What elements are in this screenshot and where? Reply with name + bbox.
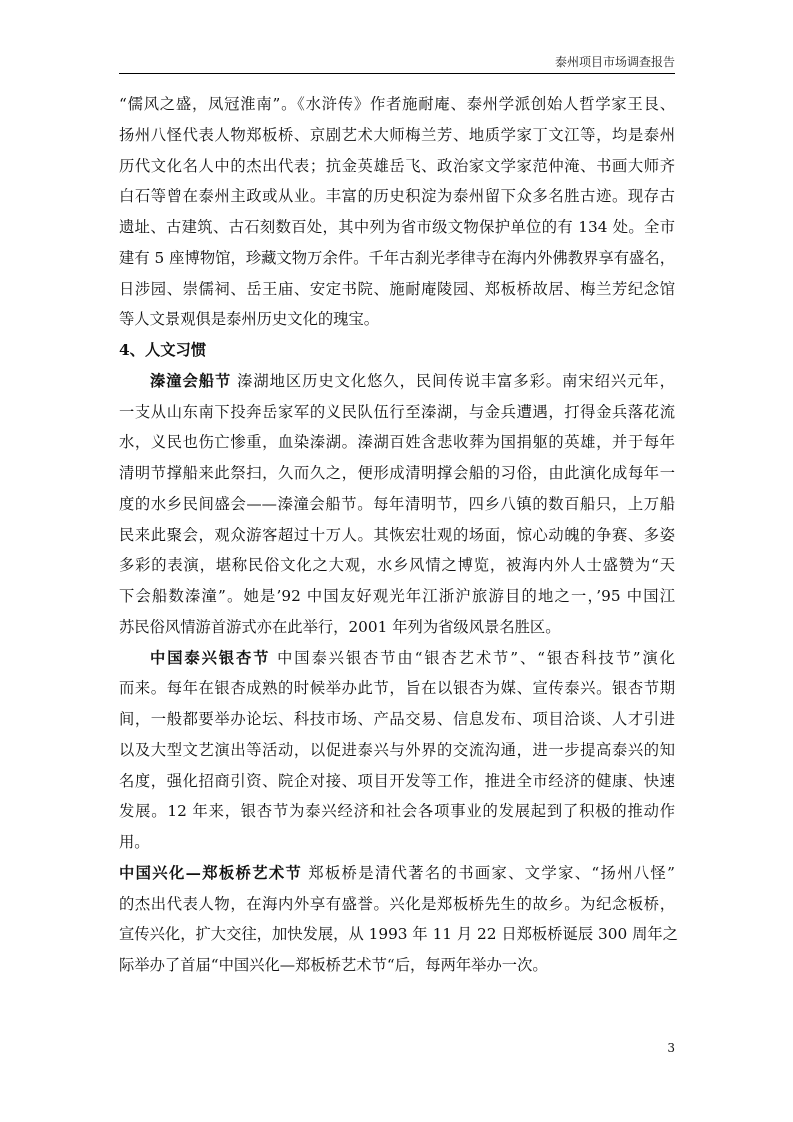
- text-line: 发展。12 年来，银杏节为泰兴经济和社会各项事业的发展起到了积极的推动作: [119, 802, 675, 821]
- text-line: 水，义民也伤亡惨重，血染溱湖。溱湖百姓含悲收葬为国捐躯的英雄，并于每年: [119, 433, 675, 452]
- text-line: 扬州八怪代表人物郑板桥、京剧艺术大师梅兰芳、地质学家丁文江等，均是泰州: [119, 125, 675, 144]
- text-line: “儒风之盛，凤冠淮南”。《水浒传》作者施耐庵、泰州学派创始人哲学家王艮、: [119, 95, 675, 113]
- text-line: 多彩的表演，堪称民俗文化之大观，水乡风情之博览，被海内外人士盛赞为“天: [119, 556, 675, 575]
- festival-title: 中国兴化—郑板桥艺术节: [119, 863, 303, 882]
- text-line: 的杰出代表人物，在海内外享有盛誉。兴化是郑板桥先生的故乡。为纪念板桥，: [119, 894, 675, 913]
- festival-title: 中国泰兴银杏节: [150, 648, 271, 667]
- section-heading: [119, 335, 675, 366]
- text-line: 日涉园、崇儒祠、岳王庙、安定书院、施耐庵陵园、郑板桥故居、梅兰芳纪念馆: [119, 279, 675, 298]
- header-rule: [119, 73, 675, 74]
- text-span: 郑板桥是清代著名的书画家、文学家、“扬州八怪”: [308, 863, 675, 882]
- text-line: 苏民俗风情游首游式亦在此举行，2001 年列为省级风景名胜区。: [119, 617, 561, 636]
- paragraph-zheng-banqiao-festival: [119, 858, 678, 981]
- festival-title: 溱潼会船节: [150, 371, 232, 390]
- text-line: 用。: [119, 833, 150, 851]
- paragraph-ginkgo-festival: [119, 643, 675, 858]
- text-line: 民来此聚会，观众游客超过十万人。其恢宏壮观的场面，惊心动魄的争赛、多姿: [119, 525, 675, 544]
- text-line: [119, 643, 675, 674]
- page-number: 3: [667, 1041, 675, 1055]
- text-line: 清明节撑船来此祭扫，久而久之，便形成清明撑会船的习俗，由此演化成每年一: [119, 464, 675, 482]
- paragraph-history: [119, 89, 675, 335]
- text-line: 建有 5 座博物馆，珍藏文物万余件。千年古刹光孝律寺在海内外佛教界享有盛名，: [119, 248, 675, 267]
- text-line: 度的水乡民间盛会——溱潼会船节。每年清明节，四乡八镇的数百船只，上万船: [119, 494, 675, 513]
- text-line: 间，一般都要举办论坛、科技市场、产品交易、信息发布、项目洽谈、人才引进: [119, 710, 675, 728]
- text-line: 名度，强化招商引资、院企对接、项目开发等工作，推进全市经济的健康、快速: [119, 771, 675, 790]
- running-header: 泰州项目市场调查报告: [554, 55, 675, 69]
- section-heading-text: 4、人文习惯: [119, 341, 207, 359]
- text-line: [119, 858, 675, 889]
- text-line: 白石等曾在泰州主政或从业。丰富的历史积淀为泰州留下众多名胜古迹。现存古: [119, 187, 675, 206]
- text-line: 历代文化名人中的杰出代表；抗金英雄岳飞、政治家文学家范仲淹、书画大师齐: [119, 156, 675, 175]
- paragraph-qintong-boat-festival: [119, 366, 675, 643]
- text-line: [119, 366, 675, 397]
- text-span: 中国泰兴银杏节由“银杏艺术节”、“银杏科技节”演化: [277, 648, 675, 667]
- text-line: 一支从山东南下投奔岳家军的义民队伍行至溱湖，与金兵遭遇，打得金兵落花流: [119, 402, 675, 421]
- text-line: 以及大型文艺演出等活动，以促进泰兴与外界的交流沟通，进一步提高泰兴的知: [119, 740, 675, 759]
- text-line: 际举办了首届“中国兴化—郑板桥艺术节“后，每两年举办一次。: [119, 956, 548, 974]
- text-line: 下会船数溱潼”。她是’92 中国友好观光年江浙沪旅游目的地之一，’95 中国江: [119, 587, 675, 605]
- text-line: 而来。每年在银杏成熟的时候举办此节，旨在以银杏为媒、宣传泰兴。银杏节期: [119, 679, 675, 698]
- text-line: 等人文景观俱是泰州历史文化的瑰宝。: [119, 310, 380, 329]
- text-span: 溱湖地区历史文化悠久，民间传说丰富多彩。南宋绍兴元年，: [237, 371, 675, 390]
- document-body: [119, 89, 678, 981]
- text-line: 遗址、古建筑、古石刻数百处，其中列为省市级文物保护单位的有 134 处。全市: [119, 218, 675, 236]
- text-line: 宣传兴化，扩大交往，加快发展，从 1993 年 11 月 22 日郑板桥诞辰 300 周年之: [119, 925, 678, 944]
